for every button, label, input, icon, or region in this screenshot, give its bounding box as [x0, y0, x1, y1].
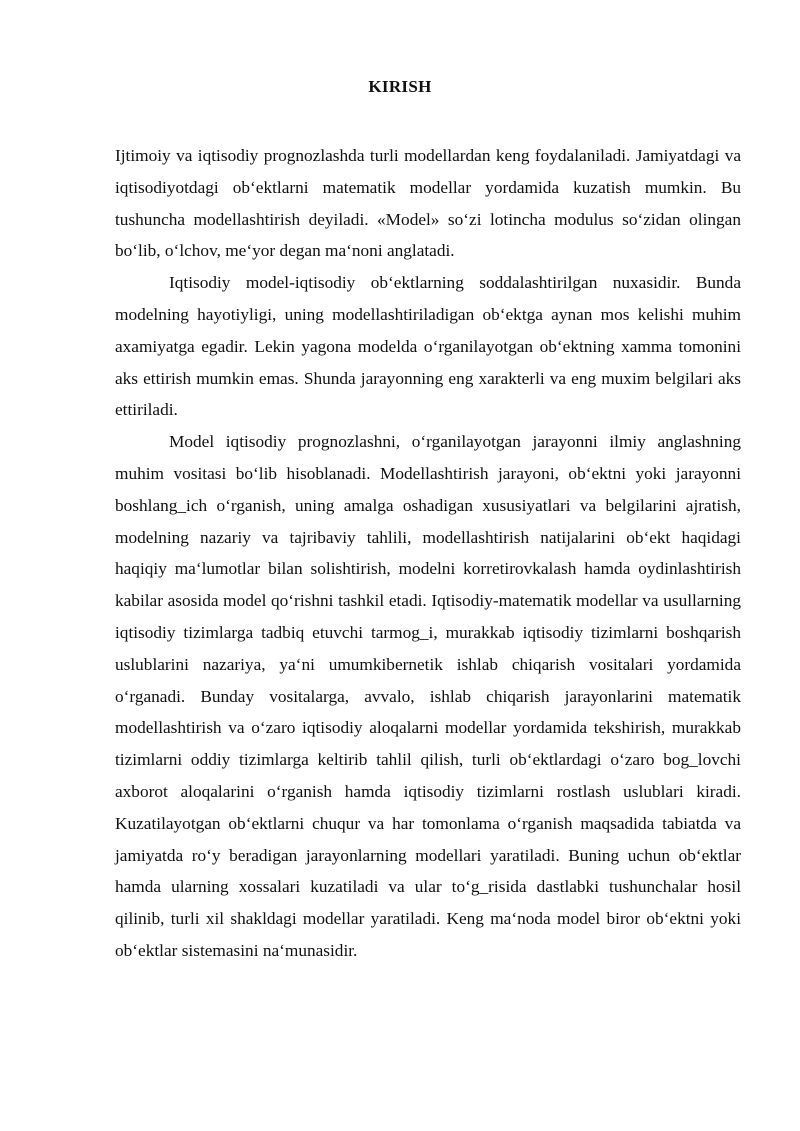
body-text	[115, 140, 741, 967]
paragraph-3: Model iqtisodiy prognozlashni, o‘rganilayotgan jarayonni ilmiy anglashning muhim vositasi bo‘lib hisoblanadi. Modellashtirish jarayoni, ob‘ektni yoki jarayonni boshlang_ich o‘rganish, uning amalga oshadigan xususiyatlari va belgilarini ajratish, modelning nazariy va tajribaviy tahlili, modellashtirish natijalarini ob‘ekt haqidagi haqiqiy ma‘lumotlar bilan solishtirish, modelni korretirovkalash hamda oydinlashtirish kabilar asosida model qo‘rishni tashkil etadi. Iqtisodiy-matematik modellar va usullarning iqtisodiy tizimlarga tadbiq etuvchi tarmog_i, murakkab iqtisodiy tizimlarni boshqarish uslublarini nazariya, ya‘ni umumkibernetik ishlab chiqarish vositalari yordamida o‘rganadi. Bunday vositalarga, avvalo, ishlab chiqarish jarayonlarini matematik modellashtirish va o‘zaro iqtisodiy aloqalarni modellar yordamida tekshirish, murakkab tizimlarni oddiy tizimlarga keltirib tahlil qilish, turli ob‘ektlardagi o‘zaro bog_lovchi axborot aloqalarini o‘rganish hamda iqtisodiy tizimlarni rostlash uslublari kiradi. Kuzatilayotgan ob‘ektlarni chuqur va har tomonlama o‘rganish maqsadida tabiatda va jamiyatda ro‘y beradigan jarayonlarning modellari yaratiladi. Buning uchun ob‘ektlar hamda ularning xossalari kuzatiladi va ular to‘g_risida dastlabki tushunchalar hosil qilinib, turli xil shakldagi modellar yaratiladi. Keng ma‘noda model biror ob‘ektni yoki ob‘ektlar sistemasini na‘munasidir.	[115, 432, 741, 960]
paragraph-1: Ijtimoiy va iqtisodiy prognozlashda turli modellardan keng foydalaniladi. Jamiyatdagi va iqtisodiyotdagi ob‘ektlarni matematik modellar yordamida kuzatish mumkin. Bu tushuncha modellashtirish deyiladi. «Model» so‘zi lotincha modulus so‘zidan olingan bo‘lib, o‘lchov, me‘yor degan ma‘noni anglatadi.	[115, 146, 741, 261]
paragraph-2: Iqtisodiy model-iqtisodiy ob‘ektlarning soddalashtirilgan nuxasidir. Bunda modelning hayotiyligi, uning modellashtiriladigan ob‘ektga aynan mos kelishi muhim axamiyatga egadir. Lekin yagona modelda o‘rganilayotgan ob‘ektning xamma tomonini aks ettirish mumkin emas. Shunda jarayonning eng xarakterli va eng muxim belgilari aks ettiriladi.	[115, 273, 741, 420]
page-title: KIRISH	[368, 77, 432, 96]
